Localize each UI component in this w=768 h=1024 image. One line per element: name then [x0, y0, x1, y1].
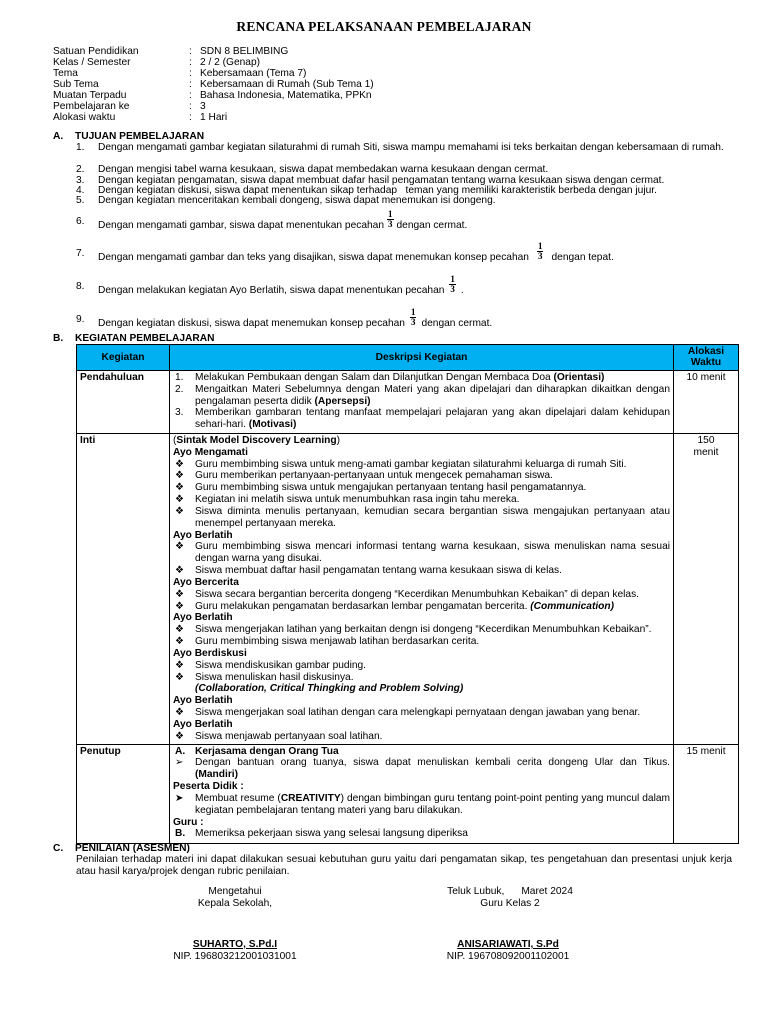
table-row — [77, 434, 739, 745]
row-label: Pendahuluan — [77, 371, 170, 434]
row-description: (Sintak Model Discovery Learning) Ayo Mengamati ❖ Guru membimbing siswa untuk meng-amati gambar kegiatan silaturahmi keluarga di rumah Siti. ❖ Guru memberikan pertanyaan-pertanyaan untuk mengecek pemahaman siswa. ❖ Guru membimbing siswa untuk mengajukan pertanyaan tentang hasil pengamatannya. ❖ Kegiatan ini melatih siswa untuk menumbuhkan rasa ingin tahu mereka. ❖ Siswa diminta menulis pertanyaan, kemudian secara bergantian siswa mengajukan pertanyaan atau menempel pertanyaan mereka. Ayo Berlatih ❖ Guru membimbing siswa mencari informasi tentang warna kesukaan, siswa menuliskan nama sesuai dengan warna yang disukai. ❖ Siswa membuat daftar hasil pengamatan tentang warna kesukaan siswa di kelas. Ayo Bercerita ❖ Siswa secara bergantian bercerita dongeng “Kecerdikan Menumbuhkan Kebaikan” di depan kelas. ❖ Guru melakukan pengamatan berdasarkan lembar pengamatan bercerita. (Communication) Ayo Berlatih ❖ Siswa mengerjakan latihan yang berkaitan dengn isi dongeng “Kecerdikan Menumbuhkan Kebaikan”. ❖ Guru membimbing siswa menjawab latihan berdasarkan cerita. Ayo Berdiskusi ❖ Siswa mendiskusikan gambar puding. ❖ Siswa menuliskan hasil diskusinya. (Collaboration, Critical Thingking and Problem Solving) Ayo Berlatih ❖ Siswa mengerjakan soal latihan dengan cara melengkapi pernyataan dengan jawaban yang benar. Ayo Berlatih ❖ Siswa menjawab pertanyaan soal latihan. — [170, 434, 674, 745]
diamond-bullet-icon: ❖ — [175, 624, 185, 636]
list-item: 3. Memberikan gambaran tentang manfaat mempelajari pelajaran yang akan dipelajari dalam kehidupan sehari-hari. (Motivasi) — [175, 407, 670, 431]
list-item: ❖ Guru memberikan pertanyaan-pertanyaan untuk mengecek pemahaman siswa. — [175, 470, 553, 482]
header-kegiatan: Kegiatan — [77, 345, 170, 371]
header-deskripsi: Deskripsi Kegiatan — [170, 345, 674, 371]
diamond-bullet-icon: ❖ — [175, 671, 185, 683]
fraction-one-third: $\frac{1}{3}$ — [410, 307, 416, 327]
principal-nip: NIP. 196803212001031001 — [173, 950, 297, 962]
list-item: ❖ Kegiatan ini melatih siswa untuk menumbuhkan rasa ingin tahu mereka. — [175, 494, 520, 506]
signature-line1: Mengetahui — [208, 886, 262, 897]
group-heading: Ayo Berlatih — [173, 529, 233, 541]
objective-text-end: dengan cermat. — [421, 318, 493, 330]
group-heading: Ayo Berlatih — [173, 695, 233, 707]
identity-value: Kebersamaan di Rumah (Sub Tema 1) — [200, 79, 374, 90]
identity-value: 3 — [200, 101, 206, 112]
list-item: ➢ Dengan bantuan orang tuanya, siswa dapat menuliskan kembali cerita dongeng Ular dan Tikus. (Mandiri) — [175, 757, 670, 781]
section-title: PENILAIAN (ASESMEN) — [75, 843, 190, 854]
list-item: 1. Melakukan Pembukaan dengan Salam dan Dilanjutkan Dengan Membaca Doa (Orientasi) — [175, 372, 605, 383]
list-item: ❖ Guru membimbing siswa untuk mengajukan pertanyaan tentang hasil pengamatannya. — [175, 482, 587, 494]
section-title: TUJUAN PEMBELAJARAN — [75, 131, 205, 142]
objective-text: Dengan mengamati gambar, siswa dapat menentukan pecahan — [98, 220, 385, 232]
signature-right-name — [418, 939, 598, 963]
section-title: KEGIATAN PEMBELAJARAN — [75, 333, 215, 344]
list-item: ❖ Guru membimbing siswa mencari informasi tentang warna kesukaan, siswa menuliskan nama sesuai dengan warna yang disukai. — [175, 541, 670, 565]
identity-label: Tema — [53, 68, 78, 79]
section-letter: A. — [53, 131, 64, 142]
diamond-bullet-icon: ❖ — [175, 600, 185, 612]
diamond-bullet-icon: ❖ — [175, 470, 185, 482]
identity-colon: : — [189, 46, 192, 57]
objective-item — [76, 142, 732, 166]
identity-value: Bahasa Indonesia, Matematika, PPKn — [200, 90, 372, 101]
diamond-bullet-icon: ❖ — [175, 505, 185, 517]
identity-value: SDN 8 BELIMBING — [200, 46, 289, 57]
identity-label: Kelas / Semester — [53, 57, 131, 68]
identity-label: Alokasi waktu — [53, 112, 116, 123]
objective-text: Dengan kegiatan diskusi, siswa dapat menemukan konsep pecahan — [98, 318, 405, 330]
signature-right — [420, 886, 600, 910]
sintak-label: Sintak Model Discovery Learning — [176, 435, 337, 446]
identity-value: 2 / 2 (Genap) — [200, 57, 261, 68]
objective-text: Dengan kegiatan menceritakan kembali dongeng, siswa dapat menemukan isi dongeng. — [98, 195, 496, 206]
identity-value: Kebersamaan (Tema 7) — [200, 68, 307, 79]
teacher-name: ANISARIAWATI, S.Pd — [457, 939, 559, 950]
identity-colon: : — [189, 57, 192, 68]
diamond-bullet-icon: ❖ — [175, 541, 185, 553]
group-heading: Ayo Berlatih — [173, 612, 233, 624]
list-item: ➤ Membuat resume (CREATIVITY) dengan bimbingan guru tentang point-point penting yang muncul dalam kegiatan pembelajaran tentang materi yang baru dilakukan. — [175, 792, 670, 816]
objective-text-end: . — [460, 285, 464, 297]
signature-line2: Guru Kelas 2 — [480, 897, 540, 909]
identity-colon: : — [189, 112, 192, 123]
objective-number: 9. — [76, 314, 85, 325]
table-row — [77, 371, 739, 434]
group-heading: Ayo Mengamati — [173, 446, 248, 458]
row-description — [170, 371, 674, 434]
section-letter: B. — [53, 333, 64, 344]
signature-line2: Kepala Sekolah, — [197, 897, 273, 909]
fraction-one-third: $\frac{1}{3}$ — [537, 241, 543, 261]
objective-text: Dengan kegiatan diskusi, siswa dapat menentukan sikap terhadap teman yang memiliki karakteristik berbeda dengan jujur. — [98, 185, 657, 196]
list-item: ❖ Siswa menuliskan hasil diskusinya. — [175, 671, 354, 683]
header-alokasi: Alokasi Waktu — [674, 345, 739, 371]
identity-label: Muatan Terpadu — [53, 90, 127, 101]
list-item: 2. Mengaitkan Materi Sebelumnya dengan Materi yang akan dipelajari dan diharapkan dikaitkan dengan pengalaman peserta didik (Apersepsi) — [175, 383, 670, 407]
page-title: RENCANA PELAKSANAAN PEMBELAJARAN — [236, 19, 532, 34]
communication-tag: (Communication) — [530, 600, 615, 612]
objective-number: 4. — [76, 185, 85, 196]
table-row — [77, 744, 739, 844]
group-heading: Peserta Didik : — [173, 781, 244, 793]
arrowhead-bullet-icon: ➤ — [175, 792, 184, 804]
row-label: Inti — [77, 434, 170, 745]
row-description — [170, 744, 674, 844]
list-item: ❖ Siswa mendiskusikan gambar puding. — [175, 659, 367, 671]
diamond-bullet-icon: ❖ — [175, 565, 185, 577]
table-header-row — [77, 345, 739, 371]
list-item: B. Memeriksa pekerjaan siswa yang selesai langsung diperiksa — [175, 828, 468, 840]
list-item: A. Kerjasama dengan Orang Tua — [175, 745, 339, 757]
diamond-bullet-icon: ❖ — [175, 482, 185, 494]
section-letter: C. — [53, 843, 64, 854]
diamond-bullet-icon: ❖ — [175, 659, 185, 671]
signature-left — [150, 886, 320, 910]
row-time: 15 menit — [674, 744, 739, 844]
group-heading: Ayo Bercerita — [173, 576, 239, 588]
list-item: ❖ Siswa membuat daftar hasil pengamatan tentang warna kesukaan siswa di kelas. — [175, 565, 562, 577]
row-label: Penutup — [77, 744, 170, 844]
objective-number: 7. — [76, 248, 85, 259]
group-heading: Guru : — [173, 816, 204, 828]
signature-place-date: Teluk Lubuk, Maret 2024 — [447, 886, 573, 897]
objective-text: Dengan mengamati gambar kegiatan silaturahmi di rumah Siti, siswa mampu memahami isi teks berkaitan dengan kebersamaan di rumah. — [98, 142, 724, 153]
objective-text: Dengan mengisi tabel warna kesukaan, siswa dapat membedakan warna kesukaan dengan cermat. — [98, 164, 549, 175]
objective-number: 5. — [76, 195, 85, 206]
fraction-one-third: $\frac{1}{3}$ — [450, 274, 455, 294]
diamond-bullet-icon: ❖ — [175, 588, 185, 600]
list-item: ❖ Siswa mengerjakan soal latihan dengan cara melengkapi pernyataan dengan jawaban yang benar. — [175, 707, 641, 719]
activities-table — [76, 344, 739, 844]
objective-number: 6. — [76, 216, 85, 227]
identity-colon: : — [189, 101, 192, 112]
list-item: ❖ Siswa mengerjakan latihan yang berkaitan dengn isi dongeng “Kecerdikan Menumbuhkan Kebaikan”. — [175, 624, 652, 636]
fraction-one-third: $\frac{1}{3}$ — [388, 209, 393, 229]
group-heading: Ayo Berlatih — [173, 718, 233, 730]
row-time: 150 menit — [674, 434, 739, 745]
objective-text: Dengan mengamati gambar dan teks yang disajikan, siswa dapat menemukan konsep pecahan — [98, 252, 529, 264]
penilaian-paragraph: Penilaian terhadap materi ini dapat dilakukan sesuai kebutuhan guru yaitu dari pengamatan sikap, tes pengetahuan dan presentasi unjuk kerja atau hasil karya/projek dengan rubric penilaian. — [76, 854, 732, 877]
list-item: ❖ Guru melakukan pengamatan berdasarkan lembar pengamatan bercerita. (Communication) — [175, 600, 615, 612]
signature-left-name — [150, 939, 320, 963]
identity-value: 1 Hari — [200, 112, 228, 123]
objective-text-end: dengan cermat. — [396, 220, 468, 232]
diamond-bullet-icon: ❖ — [175, 730, 185, 742]
identity-colon: : — [189, 90, 192, 101]
list-item: ❖ Guru membimbing siswa untuk meng-amati gambar kegiatan silaturahmi keluarga di rumah Siti. — [175, 458, 627, 470]
diamond-bullet-icon: ❖ — [175, 494, 185, 506]
list-item: ❖ Guru membimbing siswa menjawab latihan berdasarkan cerita. — [175, 636, 480, 648]
teacher-nip: NIP. 196708092001102001 — [446, 950, 570, 962]
objective-number: 2. — [76, 164, 85, 175]
skills-tagline: (Collaboration, Critical Thingking and Problem Solving) — [195, 683, 464, 695]
row-time: 10 menit — [674, 371, 739, 434]
identity-colon: : — [189, 79, 192, 90]
identity-label: Satuan Pendidikan — [53, 46, 139, 57]
diamond-bullet-icon: ❖ — [175, 636, 185, 648]
list-item: ❖ Siswa diminta menulis pertanyaan, kemudian secara bergantian siswa mengajukan pertanyaan atau menempel pertanyaan mereka. — [175, 505, 670, 529]
objective-number: 8. — [76, 281, 85, 292]
objective-number: 1. — [76, 142, 85, 153]
arrowhead-bullet-icon: ➢ — [175, 757, 184, 769]
identity-colon: : — [189, 68, 192, 79]
group-heading: Ayo Berdiskusi — [173, 647, 247, 659]
objective-text: Dengan kegiatan pengamatan, siswa dapat membuat dafar hasil pengamatan tentang warna kesukaan siswa dengan cermat. — [98, 175, 665, 186]
objective-text: Dengan melakukan kegiatan Ayo Berlatih, siswa dapat menentukan pecahan — [98, 285, 445, 297]
diamond-bullet-icon: ❖ — [175, 458, 185, 470]
diamond-bullet-icon: ❖ — [175, 707, 185, 719]
principal-name: SUHARTO, S.Pd.I — [192, 939, 278, 950]
identity-label: Sub Tema — [53, 79, 99, 90]
objective-number: 3. — [76, 175, 85, 186]
list-item: ❖ Siswa secara bergantian bercerita dongeng “Kecerdikan Menumbuhkan Kebaikan” di depan kelas. — [175, 588, 639, 600]
objective-text-end: dengan tepat. — [551, 252, 614, 264]
list-item: ❖ Siswa menjawab pertanyaan soal latihan. — [175, 730, 383, 742]
identity-label: Pembelajaran ke — [53, 101, 130, 112]
